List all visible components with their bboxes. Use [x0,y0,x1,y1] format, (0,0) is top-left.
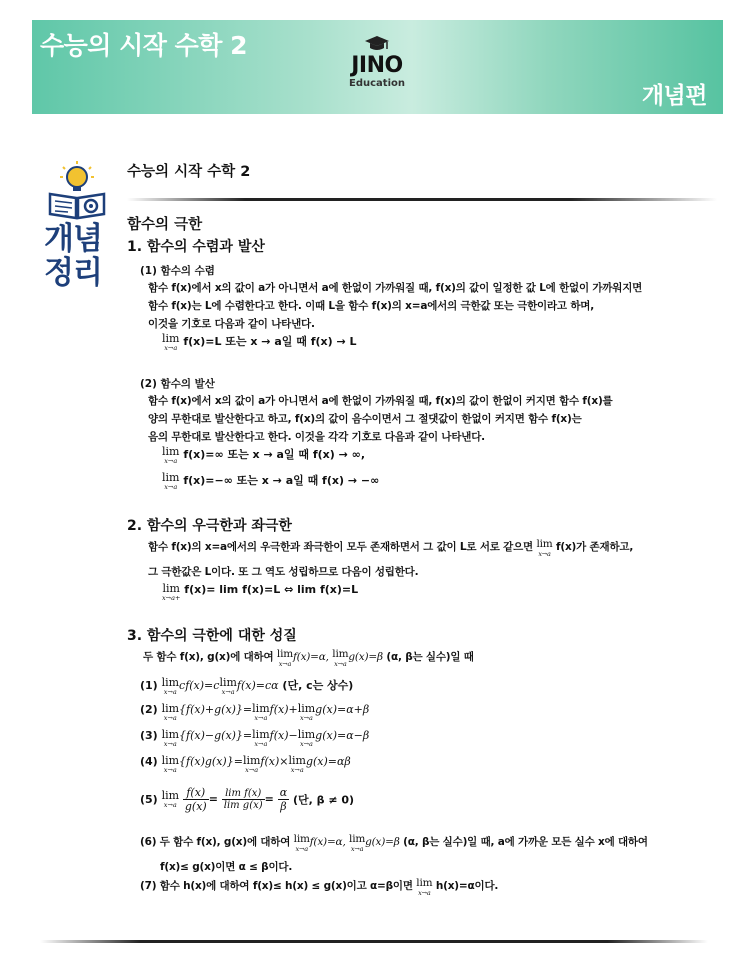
property-2: (2) lim x→a {f(x)+g(x)}=lim x→a f(x)+lim x→a g(x)=α+β [140,702,370,722]
lim-symbol: lim x→a [252,728,270,748]
lim-symbol: lim x→a [416,877,433,897]
badge-line2: 정리 [44,255,102,291]
property-7-text: (7) 함수 h(x)에 대하여 f(x)≤ h(x) ≤ g(x)이고 α=β이면 [140,880,413,892]
lim-symbol: lim x→a [297,728,316,748]
s2-line1 [148,539,633,558]
property-1: (1) lim x→a cf(x)=clim x→a f(x)=cα (단, c는 상수) [140,676,354,696]
logo-subtitle: Education [349,78,405,89]
s1-sub1-line3: 이것을 기호로 다음과 같이 나타낸다. [148,318,315,330]
lim-symbol: lim x→a [536,538,553,558]
property-5: (5) lim x→a $\frac{f(x)}{g(x)}$ = $\frac{\text{lim f(x)}}{\text{lim g(x)}}$ = $\frac{\alpha}{\beta}$ (단, β ≠ 0) [140,786,355,813]
header-banner [32,20,723,114]
fraction-alpha-beta: $\frac{\alpha}{\beta}$ [279,786,288,813]
s2-heading: 2. 함수의 우극한과 좌극한 [127,518,292,534]
s1-heading: 1. 함수의 수렴과 발산 [127,239,265,255]
s1-formula1 [162,333,357,352]
concept-badge [44,160,114,290]
s1-sub1-line2: 함수 f(x)는 L에 수렴한다고 한다. 이때 L을 함수 f(x)의 x=a에서의 극한값 또는 극한이라고 하며, [148,300,594,312]
s1-formula2 [162,446,365,465]
banner-title: 수능의 시작 수학 2 [40,31,248,60]
property-6-text: (6) 두 함수 f(x), g(x)에 대하여 [140,836,291,848]
s1-sub2: (2) 함수의 발산 [140,378,215,390]
lim-symbol: lim x→a [161,676,180,696]
fraction-f-over-g: $\frac{f(x)}{g(x)}$ [184,786,207,813]
lim-symbol: lim x→a [161,702,180,722]
property-6: (6) 두 함수 f(x), g(x)에 대하여 lim x→a f(x)=α, lim x→a g(x)=β (α, β는 실수)일 때, a에 가까운 모든 실수 x에 대하여 [140,833,648,853]
lim-symbol: lim x→a [288,754,306,774]
property-4: (4) lim x→a {f(x)g(x)}=lim x→a f(x)×lim x→a g(x)=αβ [140,754,351,774]
lim-symbol: lim x→a [162,332,180,352]
property-3: (3) lim x→a {f(x)−g(x)}=lim x→a f(x)−lim x→a g(x)=α−β [140,728,370,748]
s1-sub2-line2: 양의 무한대로 발산한다고 하고, f(x)의 값이 음수이면서 그 절댓값이 한없이 커지면 함수 f(x)는 [148,413,582,425]
lim-symbol: lim x→a [297,702,316,722]
s1-sub2-line1: 함수 f(x)에서 x의 값이 a가 아니면서 a에 한없이 가까워질 때, f(x)의 값이 한없이 커지면 함수 f(x)를 [148,395,613,407]
lim-symbol: lim x→a [349,833,366,853]
s1-sub2-line3: 음의 무한대로 발산한다고 한다. 이것을 각각 기호로 다음과 같이 나타낸다. [148,431,485,443]
property-5-number: (5) [140,793,158,806]
s1-formula2-text: f(x)=∞ 또는 x → a일 때 f(x) → ∞, [183,448,365,461]
s2-line1-tail: f(x)가 존재하고, [556,541,634,553]
s1-formula3 [162,472,379,491]
s1-sub1-line1: 함수 f(x)에서 x의 값이 a가 아니면서 a에 한없이 가까워질 때, f(x)의 값이 일정한 값 L에 한없이 가까워지면 [148,282,643,294]
lim-right-symbol: lim x→a+ [162,582,181,602]
s2-formula-text: f(x)= lim f(x)=L ⇔ lim f(x)=L [184,583,359,596]
document-title: 수능의 시작 수학 2 [127,164,251,180]
lim-symbol: lim x→a [242,754,261,774]
book-lightbulb-icon [46,160,108,222]
property-2-number: (2) [140,703,158,716]
lim-symbol: lim x→a [293,833,310,853]
badge-line1: 개념 [44,221,102,257]
lim-symbol: lim x→a [252,702,270,722]
lim-symbol: lim x→a [161,754,180,774]
s1-formula1-text: f(x)=L 또는 x → a일 때 f(x) → L [183,335,357,348]
property-3-number: (3) [140,729,158,742]
property-5-note: (단, β ≠ 0) [292,793,355,807]
property-7 [140,878,498,897]
lim-symbol: lim x→a [162,445,180,465]
lim-symbol: lim x→a [276,648,293,668]
s3-intro: 두 함수 f(x), g(x)에 대하여 lim x→a f(x)=α, lim x→a g(x)=β (α, β는 실수)일 때 [143,648,474,668]
lim-symbol: lim x→a [162,471,180,491]
s1-formula3-text: f(x)=−∞ 또는 x → a일 때 f(x) → −∞ [183,474,380,487]
lim-symbol: lim x→a [219,676,237,696]
property-6-tail: (α, β는 실수)일 때, a에 가까운 모든 실수 x에 대하여 [403,836,648,848]
property-1-note: (단, c는 상수) [282,679,354,692]
s3-intro-tail: (α, β는 실수)일 때 [386,651,474,663]
property-7-tail: h(x)=α이다. [435,880,499,892]
edition-label: 개념편 [641,83,707,109]
footer-divider [40,940,708,943]
property-6-line2: f(x)≤ g(x)이면 α ≤ β이다. [160,861,293,873]
s2-line2: 그 극한값은 L이다. 또 그 역도 성립하므로 다음이 성립한다. [148,566,419,578]
logo-name: JINO [351,53,403,78]
title-divider [127,198,717,201]
fraction-limits: $\frac{\text{lim f(x)}}{\text{lim g(x)}}$ [223,788,263,811]
property-1-number: (1) [140,679,158,692]
s3-heading: 3. 함수의 극한에 대한 성질 [127,628,297,644]
s1-sub1: (1) 함수의 수렴 [140,265,215,277]
lim-symbol: lim x→a [161,728,180,748]
s3-intro-text: 두 함수 f(x), g(x)에 대하여 [143,651,274,663]
graduation-cap-icon [364,34,390,54]
s2-line1-text: 함수 f(x)의 x=a에서의 우극한과 좌극한이 모두 존재하면서 그 값이 L로 서로 같으면 [148,541,533,553]
lim-symbol: lim x→a [161,789,180,809]
lim-symbol: lim x→a [332,648,349,668]
property-4-number: (4) [140,755,158,768]
s2-formula [162,583,358,602]
section-title: 함수의 극한 [127,217,203,233]
jino-logo [337,34,417,104]
